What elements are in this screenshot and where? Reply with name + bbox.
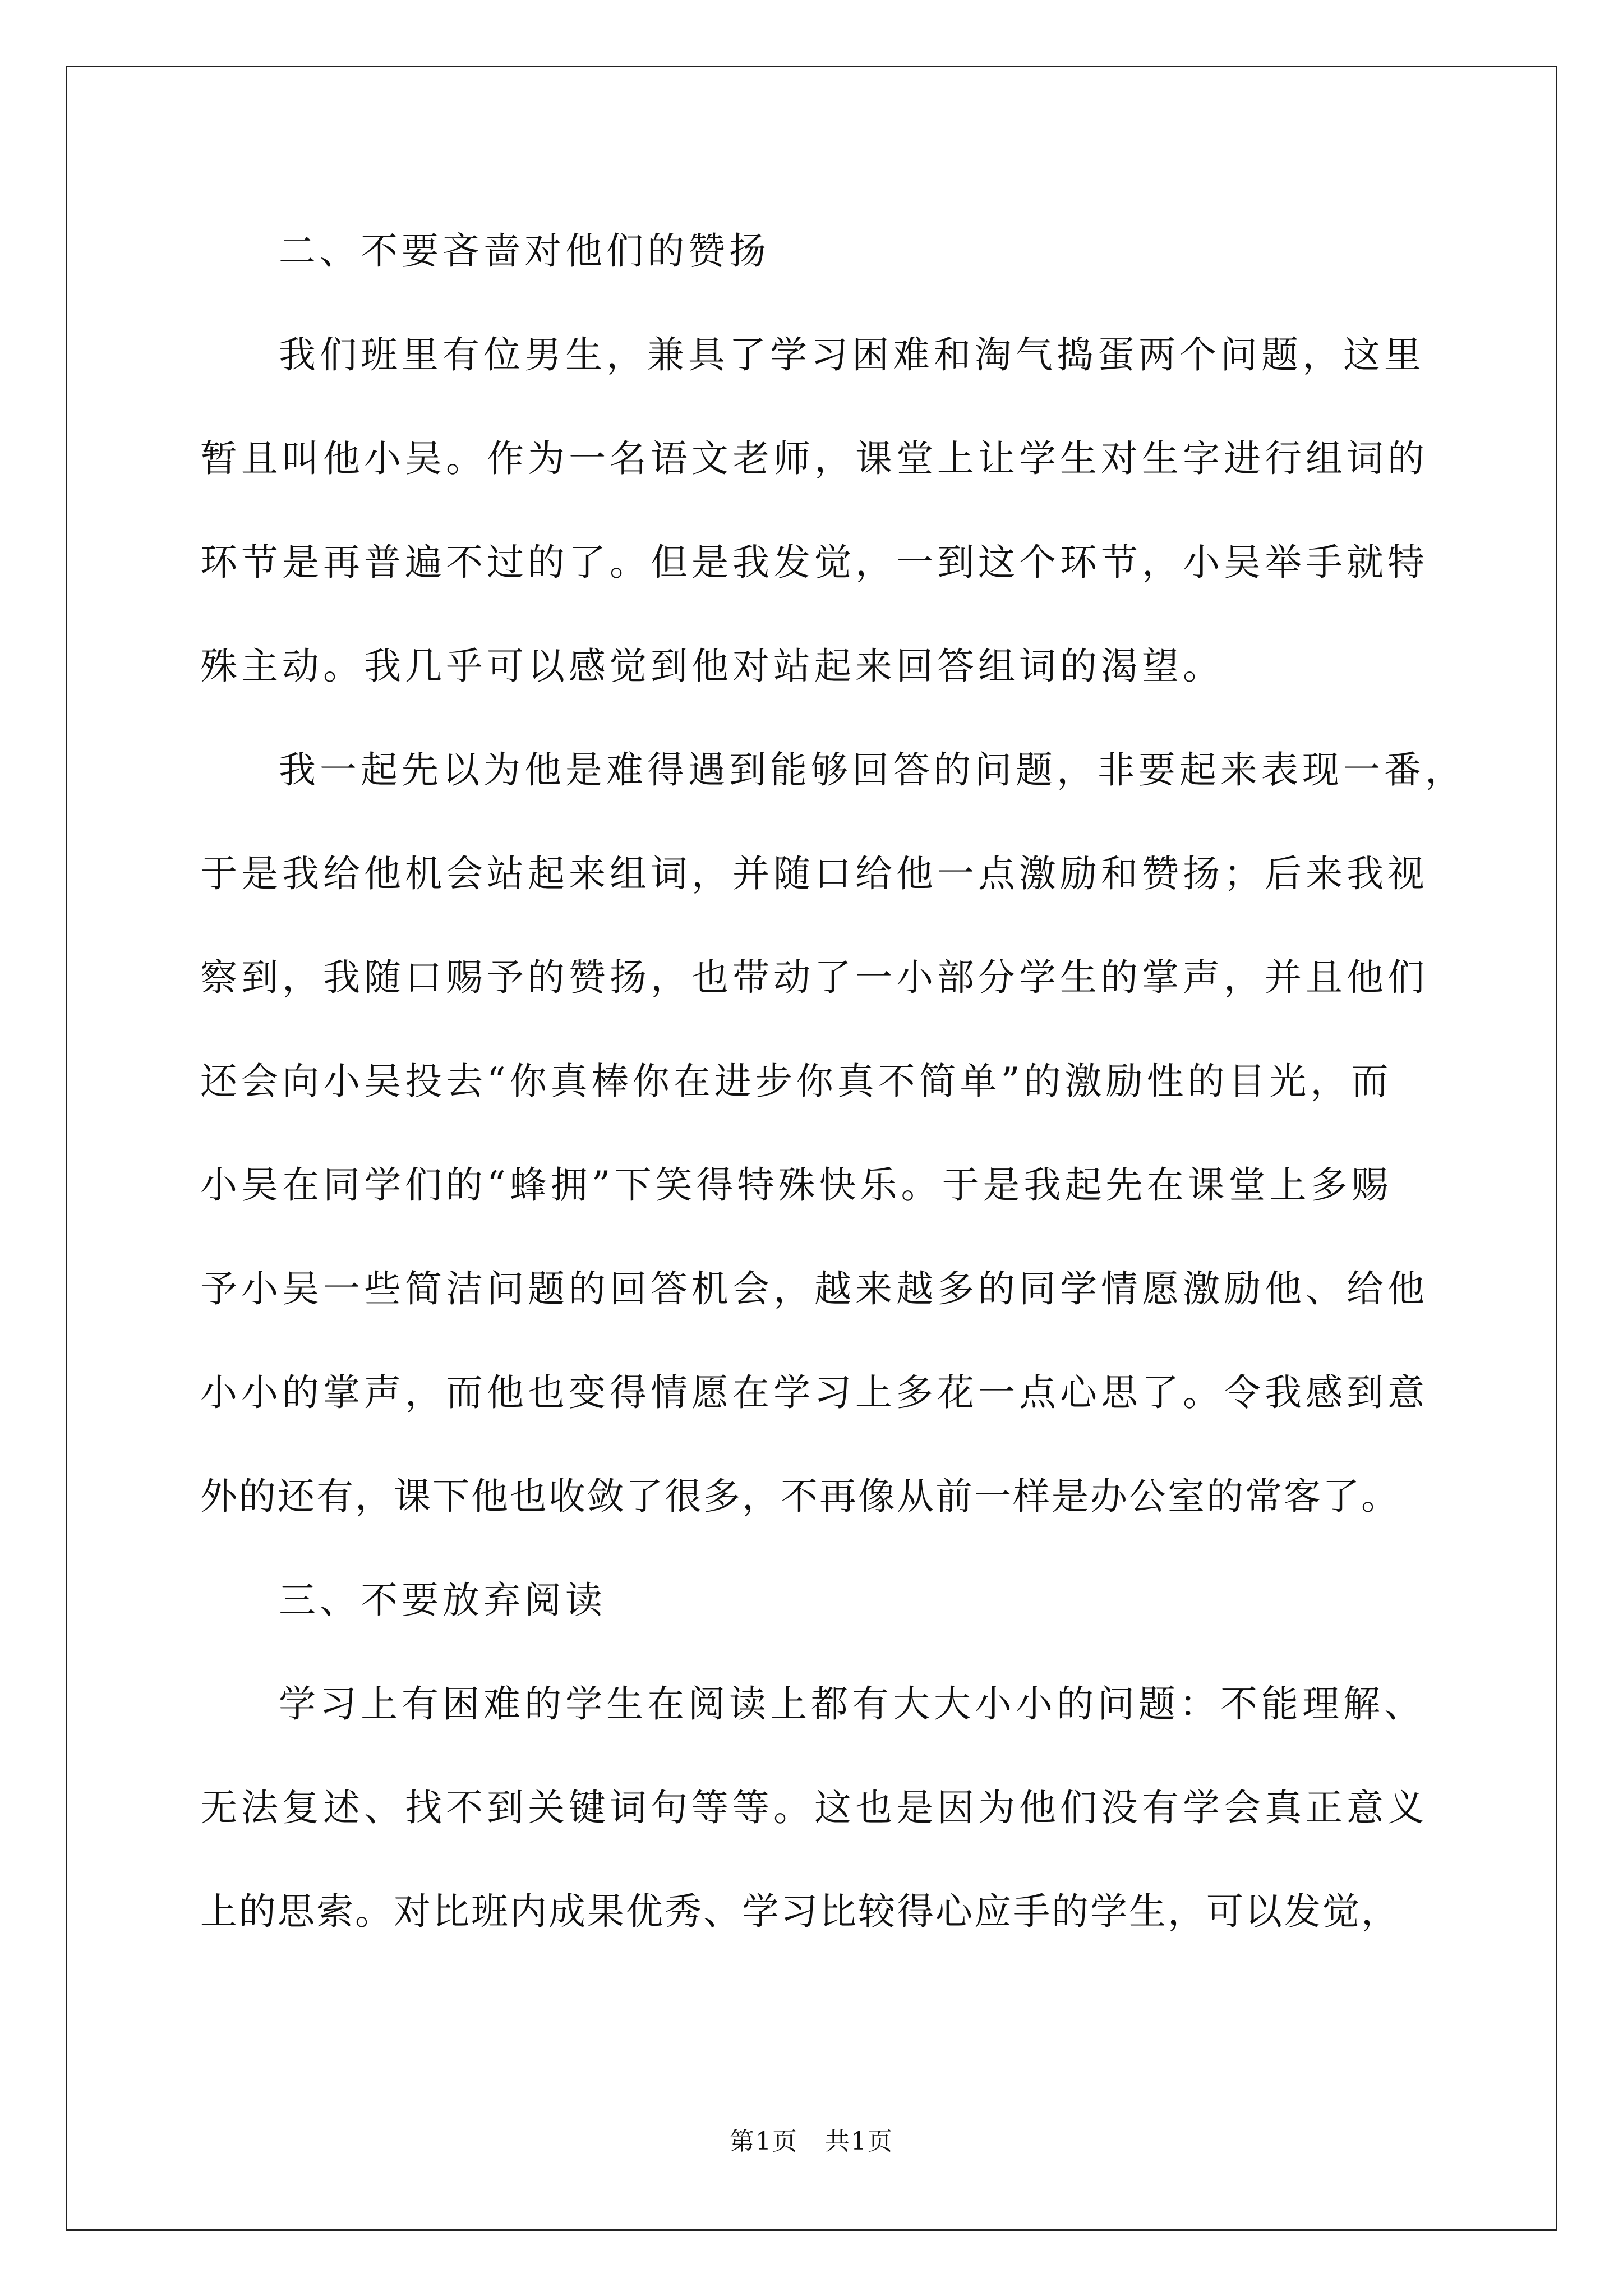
- paragraph-line: 我一起先以为他是难得遇到能够回答的问题，非要起来表现一番，: [279, 748, 1466, 792]
- paragraph-line: 于是我给他机会站起来组词，并随口给他一点激励和赞扬；后来我视: [200, 852, 1428, 895]
- document-body: [200, 199, 1466, 1963]
- paragraph-line: 外的还有，课下他也收敛了很多，不再像从前一样是办公室的常客了。: [200, 1475, 1400, 1518]
- paragraph-line: 学习上有困难的学生在阅读上都有大大小小的问题：不能理解、: [279, 1682, 1425, 1726]
- paragraph-line: 无法复述、找不到关键词句等等。这也是因为他们没有学会真正意义: [200, 1786, 1428, 1829]
- paragraph-line: 还会向小吴投去“你真棒你在进步你真不简单”的激励性的目光，而: [200, 1060, 1393, 1103]
- page-total: 共1页: [824, 2127, 893, 2156]
- paragraph-line: 环节是再普遍不过的了。但是我发觉，一到这个环节，小吴举手就特: [200, 541, 1428, 584]
- paragraph-line: 上的思索。对比班内成果优秀、学习比较得心应手的学生，可以发觉，: [200, 1890, 1400, 1933]
- page-number: 第1页: [730, 2127, 799, 2156]
- paragraph-line: 我们班里有位男生，兼具了学习困难和淘气捣蛋两个问题，这里: [279, 333, 1425, 376]
- paragraph-line: 予小吴一些简洁问题的回答机会，越来越多的同学情愿激励他、给他: [200, 1267, 1428, 1310]
- page-footer: [0, 2125, 1623, 2159]
- paragraph-line: 小吴在同学们的“蜂拥”下笑得特殊快乐。于是我起先在课堂上多赐: [200, 1163, 1393, 1207]
- paragraph-line: 暂且叫他小吴。作为一名语文老师，课堂上让学生对生字进行组词的: [200, 437, 1428, 480]
- paragraph-line: 殊主动。我几乎可以感觉到他对站起来回答组词的渴望。: [200, 645, 1224, 688]
- paragraph-line: 察到，我随口赐予的赞扬，也带动了一小部分学生的掌声，并且他们: [200, 956, 1428, 999]
- section-heading-3: 三、不要放弃阅读: [279, 1579, 606, 1622]
- section-heading-2: 二、不要吝啬对他们的赞扬: [279, 229, 770, 273]
- paragraph-line: 小小的掌声，而他也变得情愿在学习上多花一点心思了。令我感到意: [200, 1371, 1428, 1414]
